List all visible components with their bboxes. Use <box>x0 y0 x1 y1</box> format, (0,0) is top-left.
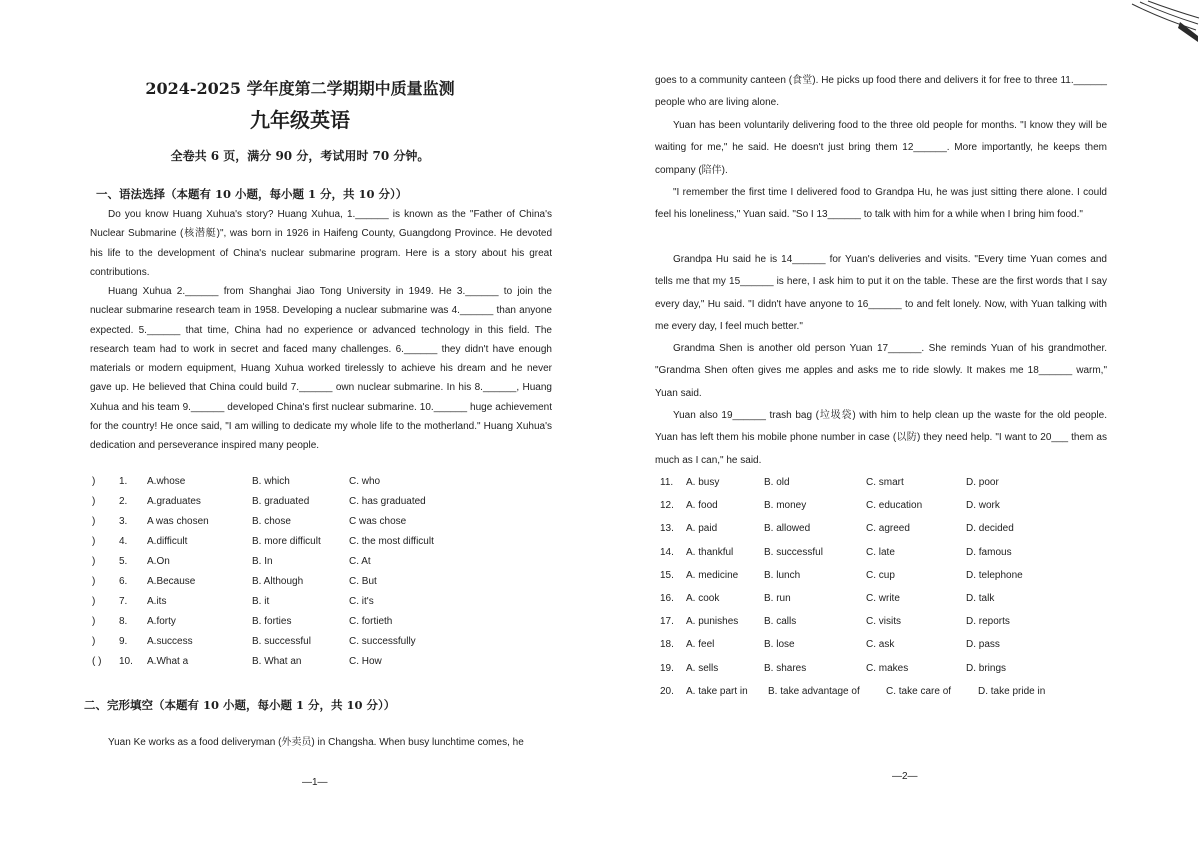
passage1-paragraph-1: Do you know Huang Xuhua's story? Huang Xuhua, 1.______ is known as the "Father of China's Nuclear Submarine (核潜艇)", was born in 1926 in Haifeng County, Guangdong Province. He devoted his life to the development of China's nuclear submarine program. Here is a story about his great contributions. <box>90 209 552 278</box>
option-c: C. smart <box>866 477 904 488</box>
option-c: C. write <box>866 592 900 604</box>
option-d: D. pass <box>966 639 1000 651</box>
grammar-question-row <box>92 596 472 616</box>
question-number: 16. <box>660 592 674 604</box>
option-d: D. famous <box>966 546 1012 558</box>
cloze-paragraph: Grandma Shen is another old person Yuan 17______. She reminds Yuan of his grandmother. "Grandma Shen often gives me apples and asks me to ride slowly. It makes me 18______ warm," Yuan said. <box>655 343 1107 399</box>
question-number: 3. <box>119 516 128 527</box>
question-number: 7. <box>119 596 128 607</box>
answer-bracket: ) <box>92 516 96 527</box>
grammar-question-row <box>92 636 472 656</box>
option-b: B. it <box>252 596 270 607</box>
grammar-question-row <box>92 516 472 536</box>
cloze-question-row <box>660 593 1100 616</box>
section2-heading: 二、完形填空（本题有 10 小题，每小题 1 分，共 10 分）） <box>84 698 396 712</box>
subject-title: 九年级英语 <box>250 108 350 132</box>
grammar-question-row <box>92 556 472 576</box>
answer-bracket: ) <box>92 596 96 607</box>
option-a: A.graduates <box>147 496 201 507</box>
option-b: B. What an <box>252 656 302 667</box>
option-d: D. decided <box>966 523 1014 535</box>
option-a: A.What a <box>147 656 189 667</box>
option-c: C. makes <box>866 662 909 674</box>
option-a: A.whose <box>147 476 186 487</box>
question-number: 10. <box>119 656 133 667</box>
answer-bracket: ) <box>92 496 96 507</box>
option-c: C. At <box>349 556 371 567</box>
page-number-right: —2— <box>892 771 918 782</box>
grammar-question-row <box>92 576 472 596</box>
page-number-left: —1— <box>302 777 328 788</box>
passage2-intro: Yuan Ke works as a food deliveryman (外卖员) in Changsha. When busy lunchtime comes, he <box>108 737 524 748</box>
option-a: A. feel <box>686 639 715 651</box>
question-number: 18. <box>660 639 674 651</box>
option-d: D. reports <box>966 616 1010 628</box>
answer-bracket: ) <box>92 556 96 567</box>
option-c: C. successfully <box>349 636 416 647</box>
option-c: C. agreed <box>866 523 910 535</box>
passage1-paragraph-2: Huang Xuhua 2.______ from Shanghai Jiao Tong University in 1949. He 3.______ to join the nuclear submarine research team in 1958. Developing a nuclear submarine was 4.______ than anyone expected. 5.______ that time, China had no experience or advanced technology in this field. The research team had to work in secret and faced many challenges. 6.______ they didn't have enough materials or modern equipment, Huang Xuhua worked tirelessly to achieve his dream and he never gave up. He believed that China could build 7.______ own nuclear submarine. In his 8.______, Huang Xuhua and his team 9.______ developed China's first nuclear submarine. 10.______ huge achievement for the country! He once said, "I am willing to dedicate my whole life to the motherland." Huang Xuhua's dedication and perseverance inspired many people. <box>90 286 552 452</box>
option-a: A.On <box>147 556 170 567</box>
option-a: A. cook <box>686 592 720 604</box>
question-number: 12. <box>660 500 674 512</box>
option-c: C. fortieth <box>349 616 393 627</box>
cloze-question-row <box>660 616 1100 639</box>
option-c: C was chose <box>349 516 407 527</box>
option-a: A. busy <box>686 477 720 488</box>
option-b: B. lose <box>764 639 795 651</box>
corner-scan-mark <box>1120 0 1200 50</box>
option-a: A. sells <box>686 662 719 674</box>
option-b: B. shares <box>764 662 807 674</box>
option-c: C. But <box>349 576 377 587</box>
question-number: 4. <box>119 536 128 547</box>
option-b: B. which <box>252 476 290 487</box>
option-d: D. talk <box>966 592 995 604</box>
grammar-question-row <box>92 656 472 676</box>
option-a: A. food <box>686 500 718 512</box>
question-number: 15. <box>660 569 674 581</box>
grammar-question-row <box>92 536 472 556</box>
cloze-question-row <box>660 500 1100 523</box>
option-c: C. late <box>866 546 895 558</box>
option-c: C. the most difficult <box>349 536 434 547</box>
option-a: A.its <box>147 596 167 607</box>
option-c: C. has graduated <box>349 496 426 507</box>
question-number: 9. <box>119 636 128 647</box>
answer-bracket: ) <box>92 576 96 587</box>
option-c: C. How <box>349 656 382 667</box>
question-number: 20. <box>660 685 674 697</box>
cloze-question-row <box>660 523 1100 546</box>
cloze-paragraph: Grandpa Hu said he is 14______ for Yuan's deliveries and visits. "Every time Yuan comes and tells me that my 15______ is here, I ask him to put it on the table. These are the first words that I say every day," Hu said. "I didn't have anyone to 16______ to and felt lonely. Now, with Yuan talking with me every day, I feel much better." <box>655 254 1107 333</box>
option-c: C. ask <box>866 639 895 651</box>
option-d: D. poor <box>966 477 999 488</box>
option-d: D. work <box>966 500 1000 512</box>
option-b: B. successful <box>252 636 311 647</box>
option-c: C. it's <box>349 596 374 607</box>
option-b: B. Although <box>252 576 304 587</box>
option-a: A. thankful <box>686 546 734 558</box>
option-a: A.difficult <box>147 536 188 547</box>
cloze-question-row <box>660 686 1100 709</box>
answer-bracket: ) <box>92 636 96 647</box>
answer-bracket: ( ) <box>92 656 102 667</box>
option-b: B. calls <box>764 616 797 628</box>
option-d: D. telephone <box>966 569 1023 581</box>
question-number: 1. <box>119 476 128 487</box>
question-number: 19. <box>660 662 674 674</box>
option-a: A. medicine <box>686 569 739 581</box>
option-a: A.forty <box>147 616 176 627</box>
answer-bracket: ) <box>92 616 96 627</box>
option-c: C. education <box>866 500 923 512</box>
answer-bracket: ) <box>92 476 96 487</box>
grammar-question-row <box>92 616 472 636</box>
option-a: A was chosen <box>147 516 209 527</box>
grammar-options <box>92 476 472 676</box>
question-number: 6. <box>119 576 128 587</box>
cloze-question-row <box>660 639 1100 662</box>
cloze-options <box>660 477 1100 709</box>
question-number: 5. <box>119 556 128 567</box>
cloze-question-row <box>660 547 1100 570</box>
question-number: 11. <box>660 477 674 488</box>
exam-year-title: 2024-2025 学年度第二学期期中质量监测 <box>145 79 455 98</box>
option-a: A. paid <box>686 523 718 535</box>
question-number: 8. <box>119 616 128 627</box>
option-b: B. graduated <box>252 496 310 507</box>
question-number: 14. <box>660 546 674 558</box>
option-b: B. run <box>764 592 791 604</box>
cloze-question-row <box>660 663 1100 686</box>
option-b: B. old <box>764 477 790 488</box>
option-a: A. punishes <box>686 616 739 628</box>
answer-bracket: ) <box>92 536 96 547</box>
option-c: C. take care of <box>886 685 952 697</box>
option-d: D. brings <box>966 662 1007 674</box>
grammar-question-row <box>92 476 472 496</box>
option-b: B. successful <box>764 546 823 558</box>
option-b: B. lunch <box>764 569 801 581</box>
option-b: B. money <box>764 500 807 512</box>
option-b: B. forties <box>252 616 292 627</box>
option-c: C. cup <box>866 569 895 581</box>
option-a: A. take part in <box>686 685 748 697</box>
option-c: C. who <box>349 476 381 487</box>
grammar-question-row <box>92 496 472 516</box>
section1-heading: 一、语法选择（本题有 10 小题，每小题 1 分，共 10 分）） <box>96 187 408 201</box>
option-b: B. take advantage of <box>768 685 860 697</box>
exam-meta: 全卷共 6 页，满分 90 分，考试用时 70 分钟。 <box>170 149 430 163</box>
option-b: B. chose <box>252 516 291 527</box>
cloze-paragraph: Yuan also 19______ trash bag (垃圾袋) with him to help clean up the waste for the old people. Yuan has left them his mobile phone number in case (以防) they need help. "I want to 20___ them as much as I can," he said. <box>655 410 1107 466</box>
option-b: B. more difficult <box>252 536 321 547</box>
option-a: A.Because <box>147 576 196 587</box>
cloze-paragraph: goes to a community canteen (食堂). He picks up food there and delivers it for free to three 11.______ people who are living alone. <box>655 75 1107 109</box>
question-number: 2. <box>119 496 128 507</box>
cloze-paragraph: "I remember the first time I delivered food to Grandpa Hu, he was just sitting there alone. I could feel his loneliness," Yuan said. "So I 13______ to talk with him for a while when I bring him food." <box>655 187 1107 221</box>
question-number: 13. <box>660 523 674 535</box>
option-a: A.success <box>147 636 193 647</box>
cloze-question-row <box>660 477 1100 500</box>
option-d: D. take pride in <box>978 685 1046 697</box>
option-c: C. visits <box>866 616 901 628</box>
cloze-paragraph: Yuan has been voluntarily delivering food to the three old people for months. "I know they will be waiting for me," he said. He doesn't just bring them 12______. More importantly, he keeps them company (陪伴). <box>655 120 1107 176</box>
option-b: B. In <box>252 556 273 567</box>
cloze-question-row <box>660 570 1100 593</box>
question-number: 17. <box>660 616 674 628</box>
option-b: B. allowed <box>764 523 811 535</box>
